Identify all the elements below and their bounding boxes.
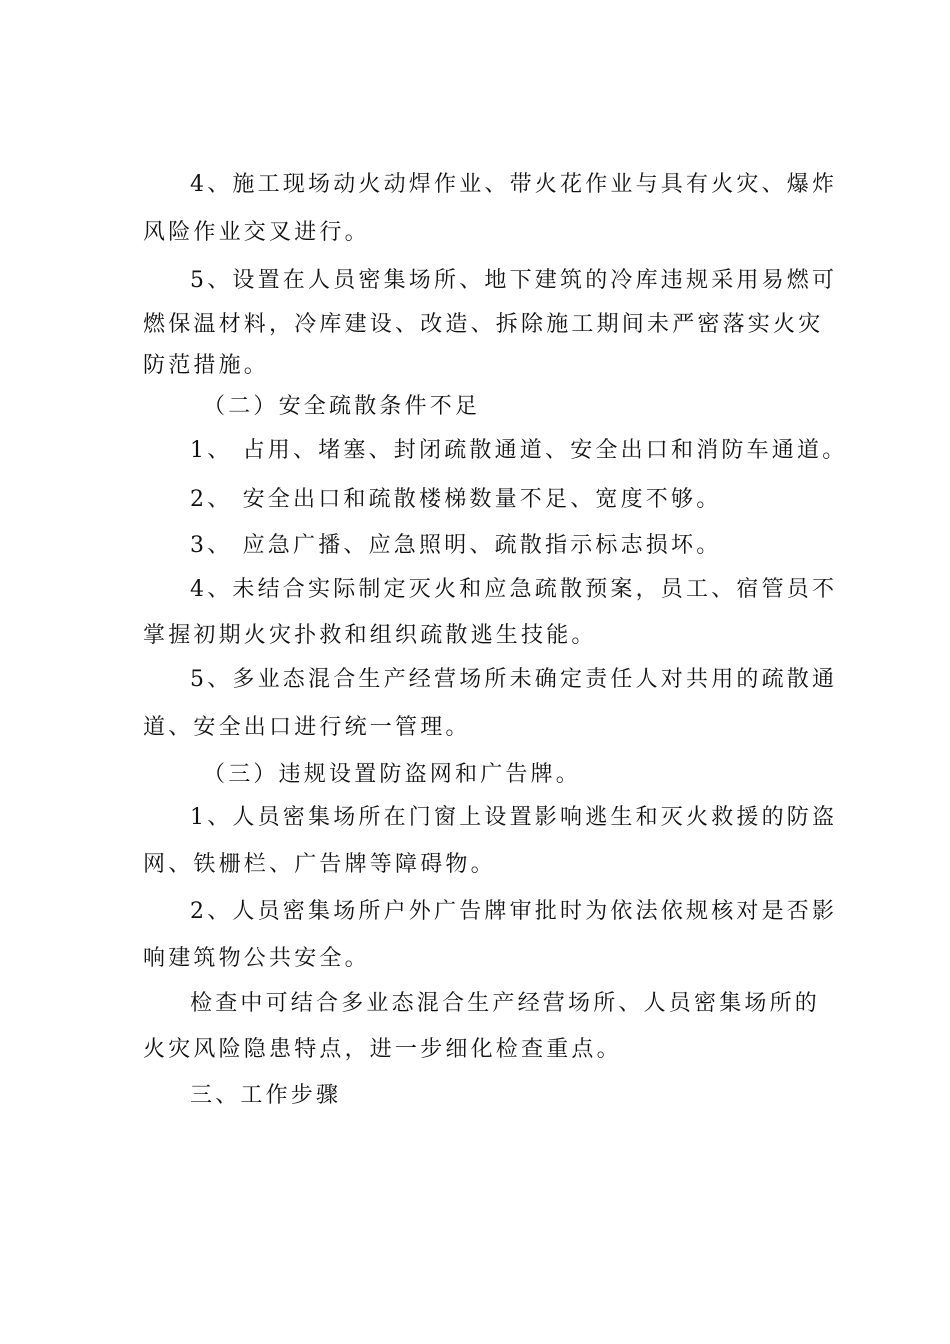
paragraph-line: 风险作业交叉进行。 [143,220,370,245]
section-heading: （三）违规设置防盗网和广告牌。 [203,762,582,787]
paragraph-line: 2、人员密集场所户外广告牌审批时为依法依规核对是否影 [190,899,838,924]
paragraph-line: 掌握初期火灾扑救和组织疏散逃生技能。 [143,623,597,648]
paragraph-line: 检查中可结合多业态混合生产经营场所、人员密集场所的 [190,991,821,1016]
section-heading: 三、工作步骤 [190,1083,342,1108]
paragraph-line: 3、 应急广播、应急照明、疏散指示标志损坏。 [190,533,722,558]
paragraph-line: 网、铁栅栏、广告牌等障碍物。 [143,852,496,877]
paragraph-line: 5、多业态混合生产经营场所未确定责任人对共用的疏散通 [190,667,838,692]
paragraph-line: 响建筑物公共安全。 [143,946,370,971]
paragraph-line: 防范措施。 [143,353,270,378]
paragraph-line: 2、 安全出口和疏散楼梯数量不足、宽度不够。 [190,487,722,512]
paragraph-line: 5、设置在人员密集场所、地下建筑的冷库违规采用易燃可 [190,268,838,293]
paragraph-line: 1、人员密集场所在门窗上设置影响逃生和灭火救援的防盗 [190,805,838,830]
paragraph-line: 4、未结合实际制定灭火和应急疏散预案，员工、宿管员不 [190,577,838,602]
paragraph-line: 道、安全出口进行统一管理。 [143,715,471,740]
paragraph-line: 火灾风险隐患特点，进一步细化检查重点。 [143,1037,622,1062]
paragraph-line: 1、 占用、堵塞、封闭疏散通道、安全出口和消防车通道。 [190,438,848,463]
paragraph-line: 燃保温材料，冷库建设、改造、拆除施工期间未严密落实火灾 [143,312,824,337]
section-heading: （二）安全疏散条件不足 [203,394,481,419]
paragraph-line: 4、施工现场动火动焊作业、带火花作业与具有火灾、爆炸 [190,172,838,197]
